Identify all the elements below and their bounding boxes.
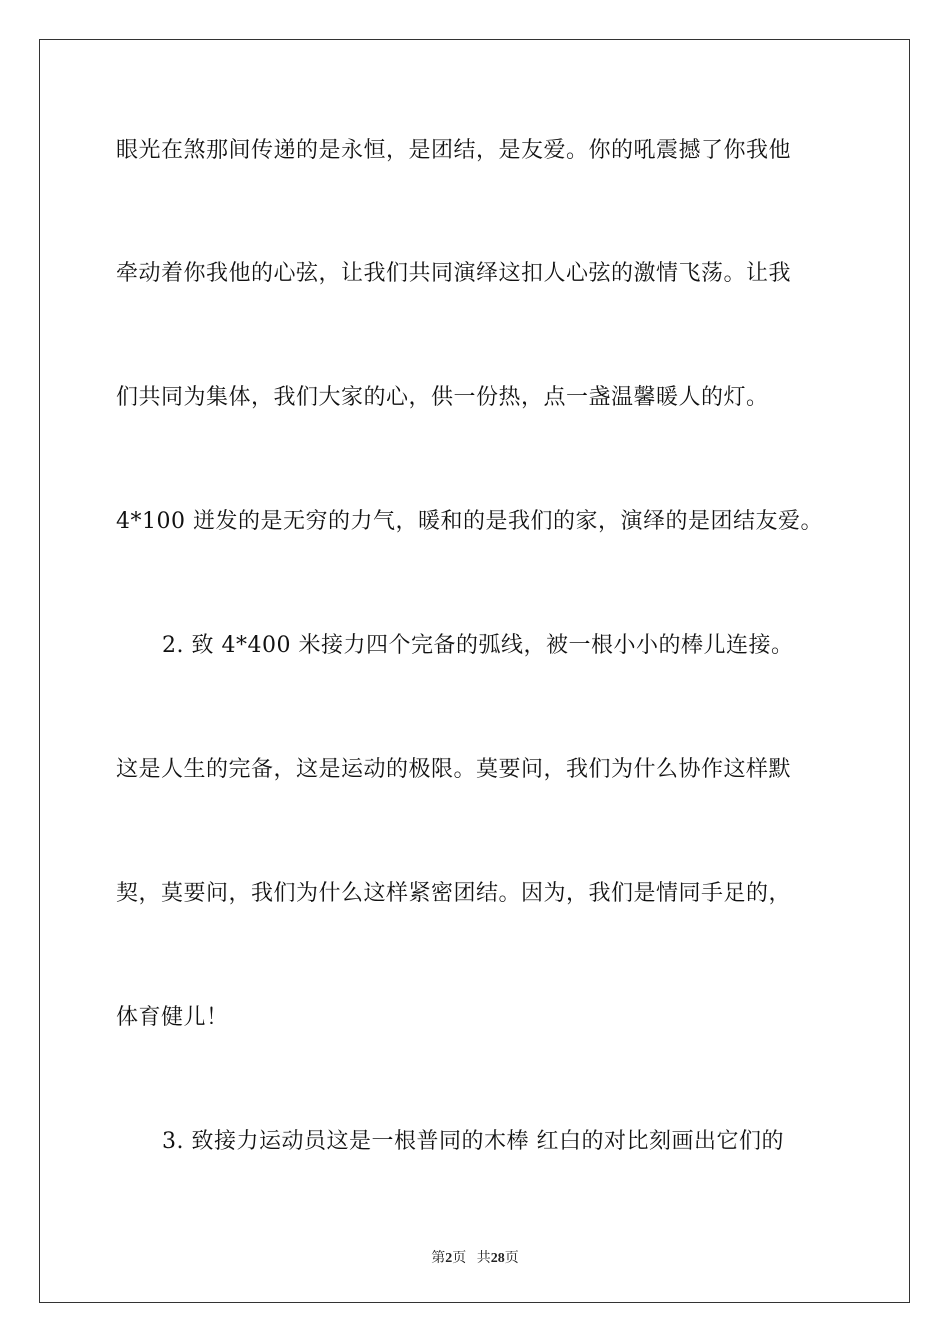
footer-total-suffix: 页	[504, 1251, 519, 1266]
text-line-5: 2. 致 4*400 米接力四个完备的弧线，被一根小小的棒儿连接。	[162, 633, 794, 658]
text-line-7: 契，莫要问，我们为什么这样紧密团结。因为，我们是情同手足的，	[116, 881, 792, 906]
text-line-8: 体育健儿！	[116, 1005, 229, 1030]
text-line-1: 眼光在煞那间传递的是永恒，是团结，是友爱。你的吼震撼了你我他	[116, 138, 792, 163]
footer-page-number: 2	[445, 1251, 453, 1266]
text-line-2: 牵动着你我他的心弦，让我们共同演绎这扣人心弦的激情飞荡。让我	[116, 261, 792, 286]
page-footer	[0, 1247, 950, 1267]
text-line-3: 们共同为集体，我们大家的心，供一份热，点一盏温馨暖人的灯。	[116, 385, 769, 410]
text-line-6: 这是人生的完备，这是运动的极限。莫要问，我们为什么协作这样默	[116, 757, 792, 782]
footer-total-prefix: 共	[476, 1251, 491, 1266]
footer-page-prefix: 第	[431, 1251, 446, 1266]
footer-total-pages: 28	[490, 1251, 505, 1266]
text-line-4: 4*100 迸发的是无穷的力气，暖和的是我们的家，演绎的是团结友爱。	[116, 509, 823, 534]
text-line-9: 3. 致接力运动员这是一根普同的木棒 红白的对比刻画出它们的	[162, 1129, 784, 1154]
page-border	[39, 39, 910, 1303]
footer-page-suffix: 页	[452, 1251, 467, 1266]
